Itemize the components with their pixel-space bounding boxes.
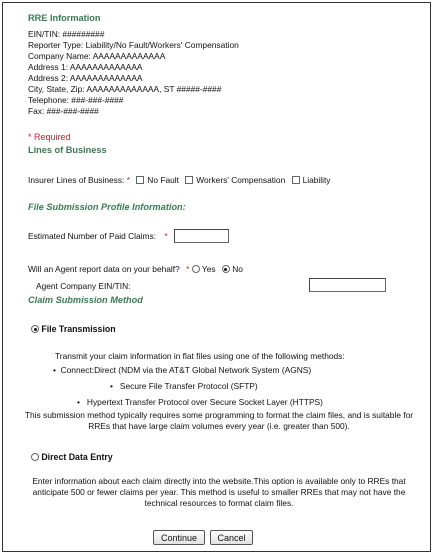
required-star: * xyxy=(164,231,168,241)
telephone-text: Telephone: ###-###-#### xyxy=(28,95,124,105)
no-fault-checkbox[interactable] xyxy=(136,176,144,184)
rre-section-title: RRE Information xyxy=(28,13,101,23)
fax-text: Fax: ###-###-#### xyxy=(28,106,99,116)
option-sftp xyxy=(110,381,258,391)
connect-direct-text: Connect:Direct (NDM via the AT&T Global Network System (AGNS) xyxy=(60,365,312,375)
direct-entry-label: Direct Data Entry xyxy=(41,452,113,462)
workers-comp-label: Workers' Compensation xyxy=(196,175,286,185)
cancel-button[interactable]: Cancel xyxy=(210,530,253,545)
workers-comp-checkbox[interactable] xyxy=(185,176,193,184)
profile-section-title: File Submission Profile Information: xyxy=(28,202,186,212)
lob-label: Insurer Lines of Business: xyxy=(28,175,125,185)
file-transmission-desc: This submission method typically requires some programming to format the claim files, and is suitable for RREs that have large claim volumes every year (i.e. greater than 500). xyxy=(24,410,414,431)
direct-entry-desc: Enter information about each claim directly into the website.This option is available only to RREs that anticipate 500 or fewer claims per year. This method is useful to smaller RREs that may not have the technical resources to format claim files. xyxy=(32,476,406,508)
company-name-text: Company Name: AAAAAAAAAAAAA xyxy=(28,51,166,61)
direct-entry-radio[interactable] xyxy=(31,453,39,461)
https-text: Hypertext Transfer Protocol over Secure Socket Layer (HTTPS) xyxy=(86,397,323,407)
file-transmission-row xyxy=(31,324,116,334)
agent-no-radio[interactable] xyxy=(222,265,230,273)
claims-row xyxy=(28,231,168,241)
address2-text: Address 2: AAAAAAAAAAAAA xyxy=(28,73,143,83)
sftp-text: Secure File Transfer Protocol (SFTP) xyxy=(119,381,258,391)
no-fault-label: No Fault xyxy=(147,175,179,185)
required-star: * xyxy=(126,175,130,185)
method-section-title: Claim Submission Method xyxy=(28,295,143,305)
agent-ein-label: Agent Company EIN/TIN: xyxy=(36,281,131,291)
bullet: • xyxy=(110,381,113,391)
ein-text: EIN/TIN: ######### xyxy=(28,29,105,39)
file-transmission-label: File Transmission xyxy=(41,324,116,334)
address1-text: Address 1: AAAAAAAAAAAAA xyxy=(28,62,143,72)
agent-yes-radio[interactable] xyxy=(192,265,200,273)
agent-yes-label: Yes xyxy=(201,264,216,274)
agent-row xyxy=(28,264,243,274)
city-state-zip-text: City, State, Zip: AAAAAAAAAAAAA, ST #####-#### xyxy=(28,84,222,94)
paid-claims-input[interactable] xyxy=(174,229,229,243)
file-transmission-radio[interactable] xyxy=(31,325,39,333)
option-https xyxy=(77,397,323,407)
registration-form xyxy=(2,2,431,552)
liability-label: Liability xyxy=(302,175,331,185)
bullet: • xyxy=(77,397,80,407)
required-star: * xyxy=(186,264,190,274)
file-intro-text: Transmit your claim information in flat files using one of the following methods: xyxy=(55,351,345,361)
liability-checkbox[interactable] xyxy=(292,176,300,184)
claims-label: Estimated Number of Paid Claims: xyxy=(28,231,156,241)
agent-no-label: No xyxy=(232,264,243,274)
reporter-type-text: Reporter Type: Liability/No Fault/Workers' Compensation xyxy=(28,40,239,50)
lob-section-title: Lines of Business xyxy=(28,145,107,155)
lob-row xyxy=(28,175,331,185)
direct-entry-row xyxy=(31,452,113,462)
agent-ein-input[interactable] xyxy=(309,278,386,292)
agent-question: Will an Agent report data on your behalf? xyxy=(28,264,180,274)
option-connect-direct xyxy=(53,365,311,375)
bullet: • xyxy=(53,365,56,375)
required-note: * Required xyxy=(28,132,71,142)
continue-button[interactable]: Continue xyxy=(153,530,205,545)
